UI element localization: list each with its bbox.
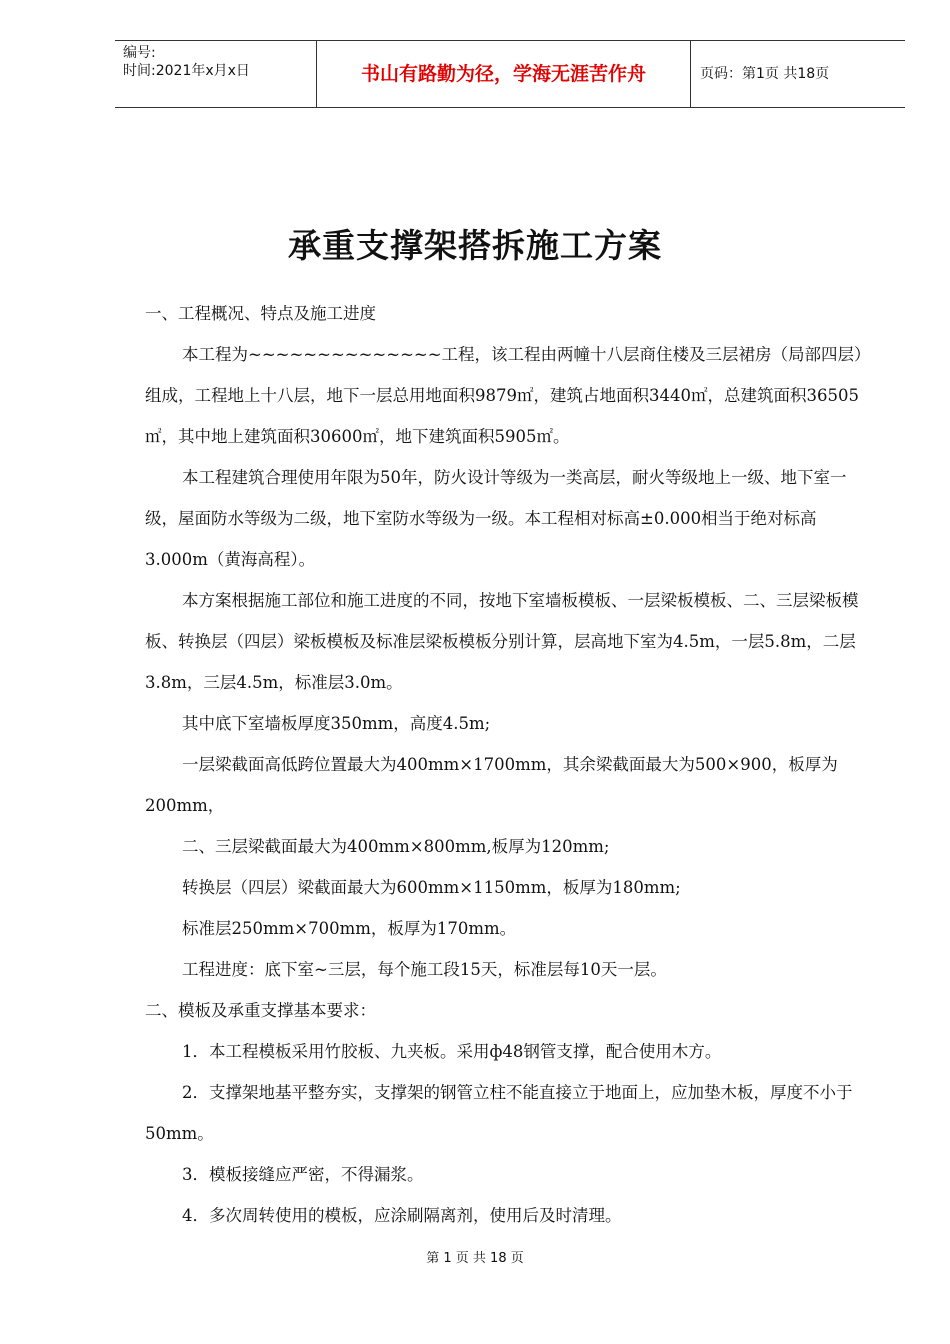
body-paragraph: 标准层250mm×700mm，板厚为170mm。 <box>182 919 517 938</box>
body-paragraph: 本工程建筑合理使用年限为50年，防火设计等级为一类高层，耐火等级地上一级、地下室一级，屋面防水等级为二级，地下室防水等级为一级。本工程相对标高±0.000相当于绝对标高3.000m（黄海高程）。 <box>145 468 847 569</box>
page-header <box>115 40 905 108</box>
body-paragraph: 本方案根据施工部位和施工进度的不同，按地下室墙板模板、一层梁板模板、二、三层梁板模板、转换层（四层）梁板模板及标准层梁板模板分别计算，层高地下室为4.5m，一层5.8m，二层3.8m，三层4.5m，标准层3.0m。 <box>145 591 859 692</box>
section-heading: 一、工程概况、特点及施工进度 <box>145 304 376 323</box>
page-footer <box>0 1247 950 1266</box>
list-item: 2．支撑架地基平整夯实，支撑架的钢管立柱不能直接立于地面上，应加垫木板，厚度不小于50mm。 <box>145 1083 853 1143</box>
list-item: 3．模板接缝应严密，不得漏浆。 <box>182 1165 424 1184</box>
body-paragraph: 转换层（四层）梁截面最大为600mm×1150mm，板厚为180mm; <box>182 878 681 897</box>
body-paragraph: 一层梁截面高低跨位置最大为400mm×1700mm，其余梁截面最大为500×900，板厚为200mm， <box>145 755 838 815</box>
header-motto: 书山有路勤为径，学海无涯苦作舟 <box>316 41 691 107</box>
body-paragraph: 工程进度：底下室~三层，每个施工段15天，标准层每10天一层。 <box>182 960 667 979</box>
body-paragraph: 本工程为~~~~~~~~~~~~~~工程，该工程由两幢十八层商住楼及三层裙房（局部四层）组成，工程地上十八层，地下一层总用地面积9879㎡，建筑占地面积3440㎡，总建筑面积36505㎡，其中地上建筑面积30600㎡，地下建筑面积5905㎡。 <box>145 345 871 446</box>
document-title: 承重支撑架搭拆施工方案 <box>288 226 662 265</box>
list-item: 4．多次周转使用的模板，应涂刷隔离剂，使用后及时清理。 <box>182 1206 622 1225</box>
body-paragraph: 其中底下室墙板厚度350mm，高度4.5m; <box>182 714 491 733</box>
section-heading: 二、模板及承重支撑基本要求： <box>145 1001 376 1020</box>
header-number-label: 编号: <box>123 45 156 61</box>
header-page-info: 页码：第1页 共18页 <box>700 66 830 82</box>
body-paragraph: 二、三层梁截面最大为400mm×800mm,板厚为120mm; <box>182 837 610 856</box>
header-time-label: 时间:2021年x月x日 <box>123 63 250 79</box>
list-item: 1．本工程模板采用竹胶板、九夹板。采用ф48钢管支撑，配合使用木方。 <box>182 1042 722 1061</box>
header-meta <box>115 41 315 107</box>
document-body <box>145 293 875 1236</box>
footer-page-number: 第 1 页 共 18 页 <box>426 1251 524 1266</box>
